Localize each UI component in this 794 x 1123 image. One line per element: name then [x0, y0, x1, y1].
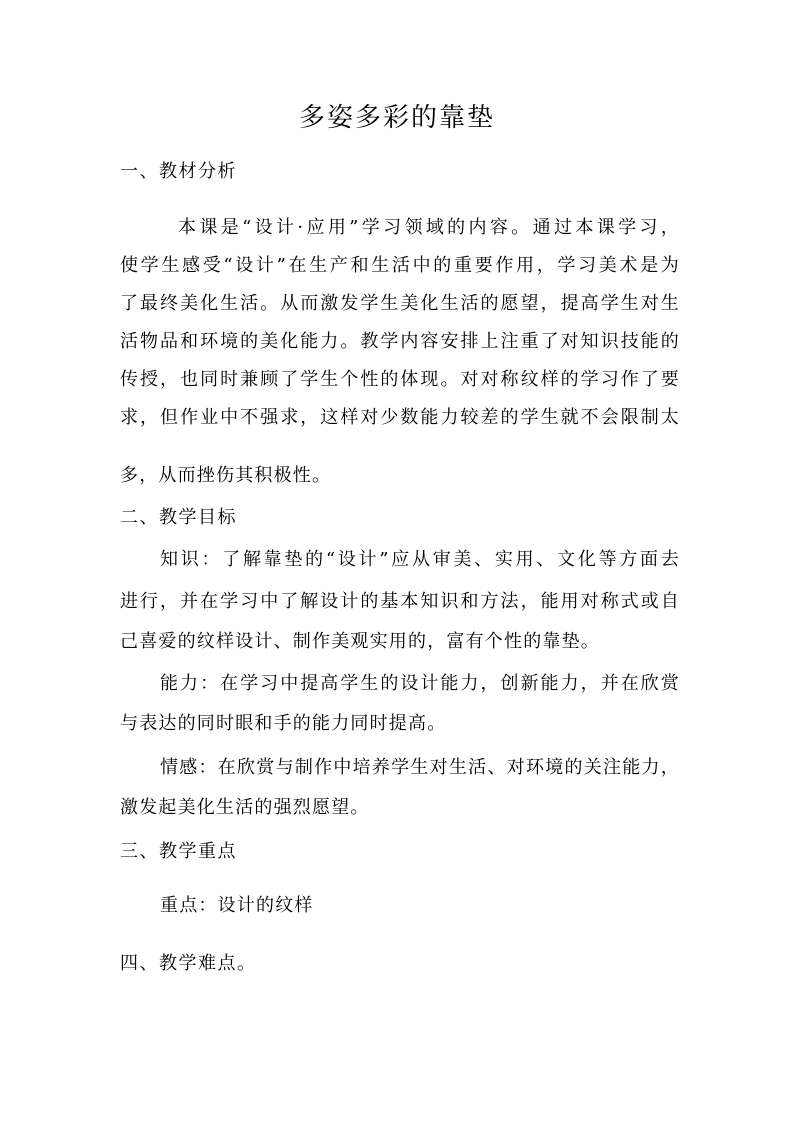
paragraph-line: 重点：设计的纹样 [160, 895, 314, 916]
paragraph-line: 了最终美化生活。从而激发学生美化生活的愿望，提高学生对生 [120, 293, 680, 314]
paragraph-line: 本课是“设计·应用”学习领域的内容。通过本课学习， [178, 217, 680, 238]
paragraph-line: 求，但作业中不强求，这样对少数能力较差的学生就不会限制太 [120, 407, 680, 428]
section-heading-analysis: 一、教材分析 [120, 161, 237, 182]
paragraph-line: 能力：在学习中提高学生的设计能力，创新能力，并在欣赏 [160, 673, 680, 694]
paragraph-line: 进行，并在学习中了解设计的基本知识和方法，能用对称式或自 [120, 591, 680, 612]
section-heading-key-points: 三、教学重点 [120, 841, 237, 862]
section-heading-difficulties: 四、教学难点。 [120, 953, 257, 974]
paragraph-line: 与表达的同时眼和手的能力同时提高。 [120, 713, 447, 734]
paragraph-line: 己喜爱的纹样设计、制作美观实用的，富有个性的靠垫。 [120, 631, 600, 652]
paragraph-line: 激发起美化生活的强烈愿望。 [120, 797, 370, 818]
section-heading-objectives: 二、教学目标 [120, 507, 237, 528]
paragraph-line: 使学生感受“设计”在生产和生活中的重要作用，学习美术是为 [120, 255, 680, 276]
paragraph-line: 多，从而挫伤其积极性。 [120, 465, 332, 486]
paragraph-line: 活物品和环境的美化能力。教学内容安排上注重了对知识技能的 [120, 331, 680, 352]
paragraph-line: 情感：在欣赏与制作中培养学生对生活、对环境的关注能力， [160, 757, 680, 778]
paragraph-line: 知识：了解靠垫的“设计”应从审美、实用、文化等方面去 [160, 549, 680, 570]
paragraph-line: 传授，也同时兼顾了学生个性的体现。对对称纹样的学习作了要 [120, 369, 680, 390]
document-title: 多姿多彩的靠垫 [298, 103, 495, 133]
